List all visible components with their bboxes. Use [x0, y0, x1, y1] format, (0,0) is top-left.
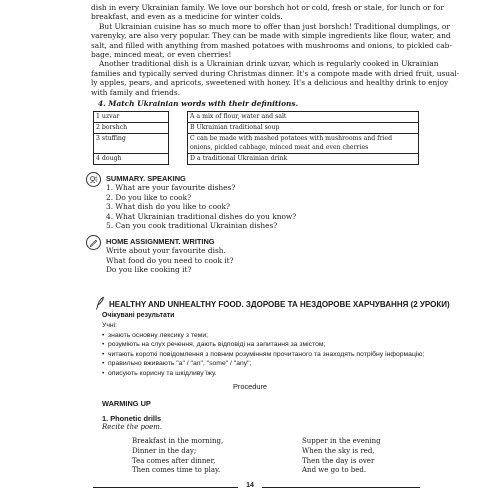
- table-gap: [169, 123, 188, 134]
- definition-cell: C can be made with mashed potatoes with mushrooms and fried onions, pickled cabbage, minced meat and even cherries: [188, 134, 419, 153]
- list-item: 4. What Ukrainian traditional dishes do you know?: [106, 211, 297, 221]
- definition-cell: B Ukrainian traditional soup: [188, 123, 419, 134]
- table-gap: [169, 112, 188, 123]
- lesson-title: HEALTHY AND UNHEALTHY FOOD. ЗДОРОВЕ ТА НЕЗДОРОВЕ ХАРЧУВАННЯ (2 УРОКИ): [109, 300, 450, 309]
- word-cell: 1 uzvar: [94, 112, 169, 123]
- text-line: breakfast, and even as a medicine for winter colds.: [91, 12, 283, 22]
- summary-title: SUMMARY. SPEAKING: [106, 174, 186, 183]
- list-item: 3. What dish do you like to cook?: [106, 202, 230, 212]
- poem-line: And we go to bed.: [302, 466, 367, 475]
- poem-instruction: Recite the poem.: [102, 423, 163, 431]
- list-item: • розуміють на слух речення, дають відповіді на запитання за змістом;: [102, 340, 424, 350]
- word-cell: 2 borshch: [94, 123, 169, 134]
- list-item: Do you like cooking it?: [106, 265, 192, 275]
- text-line: ly apples, pears, and apricots, sweetened with honey. It's a delicious and healthy drink to enjoy: [91, 78, 449, 88]
- word-cell: 4 dough: [94, 153, 169, 164]
- text-line: with family and friends.: [91, 87, 181, 97]
- table-row: [94, 123, 419, 134]
- page-number: 14: [246, 482, 254, 489]
- footer-rule-right: [262, 487, 420, 488]
- poem-line: Dinner in the day;: [132, 446, 197, 455]
- list-item: 1. What are your favourite dishes?: [106, 183, 236, 192]
- list-item: 2. Do you like to cook?: [106, 192, 192, 202]
- word-cell: 3 stuffing: [94, 134, 169, 153]
- students-label: Учні:: [102, 322, 118, 329]
- definition-cell: A a mix of flour, water and salt: [188, 112, 419, 123]
- list-item: • знають основну лексику з теми;: [102, 331, 424, 341]
- table-gap: [169, 134, 188, 153]
- poem-line: Then comes time to play.: [132, 466, 221, 475]
- results-list: [102, 321, 424, 379]
- text-line: bage, minced meat, or even cherries!: [91, 50, 232, 60]
- poem-line: Then the day is over: [302, 456, 375, 465]
- text-line: But Ukrainian cuisine has so much more to offer than just borshch! Traditional dumplings, or: [99, 21, 450, 31]
- text-line: dish in every Ukrainian family. We love our borshch hot or cold, fresh or stale, for lunch or for: [91, 3, 444, 12]
- summary-questions: [106, 183, 296, 231]
- results-heading: Очікувані результати: [102, 312, 175, 319]
- poem-line: Supper in the evening: [302, 437, 381, 445]
- table-row: [94, 112, 419, 123]
- list-item: • описують корисну та шкідливу їжу.: [102, 369, 424, 379]
- text-line: salt, and filled with anything from mashed potatoes with mushrooms and onions, to pickled cab-: [91, 40, 452, 50]
- table-row: [94, 153, 419, 164]
- procedure-heading: Procedure: [232, 382, 268, 391]
- table-row: [94, 134, 419, 153]
- table-gap: [169, 153, 188, 164]
- home-assignment-lines: [106, 246, 234, 275]
- lesson-heading: [95, 296, 450, 313]
- phonetic-drills-heading: 1. Phonetic drills: [102, 414, 162, 423]
- text-line: Another traditional dish is a Ukrainian drink uzvar, which is regularly cooked in Ukrainian: [99, 59, 439, 69]
- pencil-icon: [86, 235, 101, 250]
- task-4-title: 4. Match Ukrainian words with their definitions.: [98, 99, 299, 108]
- list-item: Write about your favourite dish.: [106, 246, 226, 255]
- poem-right-column: [302, 437, 381, 476]
- text-line: varenyky, are also very popular. They can be made with simple ingredients like flour, water, and: [91, 31, 451, 41]
- list-item: What food do you need to cook it?: [106, 255, 234, 265]
- list-item: • правильно вживають "a" / "an", "some" / "any";: [102, 359, 424, 369]
- home-assignment-title: HOME ASSIGNMENT. WRITING: [106, 237, 215, 246]
- poem-line: Breakfast in the morning,: [132, 437, 224, 445]
- text-line: families and typically served during Christmas dinner. It's a compote made with dried fruit, usual-: [91, 68, 460, 78]
- intro-paragraph: [91, 3, 460, 97]
- poem-line: When the sky is red,: [302, 446, 375, 455]
- list-item: • читають короткі повідомлення з повним розумінням прочитаного та знаходять потрібну інформацію;: [102, 350, 424, 360]
- poem-left-column: [132, 437, 223, 476]
- definition-cell: D a traditional Ukrainian drink: [188, 153, 419, 164]
- list-item: 5. Can you cook traditional Ukrainian dishes?: [106, 221, 278, 231]
- warming-up-heading: WARMING UP: [102, 399, 151, 408]
- speaking-head-icon: [86, 172, 101, 187]
- matching-table: [93, 111, 419, 165]
- footer-rule-left: [93, 487, 238, 488]
- quill-pen-icon: [95, 296, 105, 313]
- poem-line: Tea comes after dinner,: [132, 456, 216, 465]
